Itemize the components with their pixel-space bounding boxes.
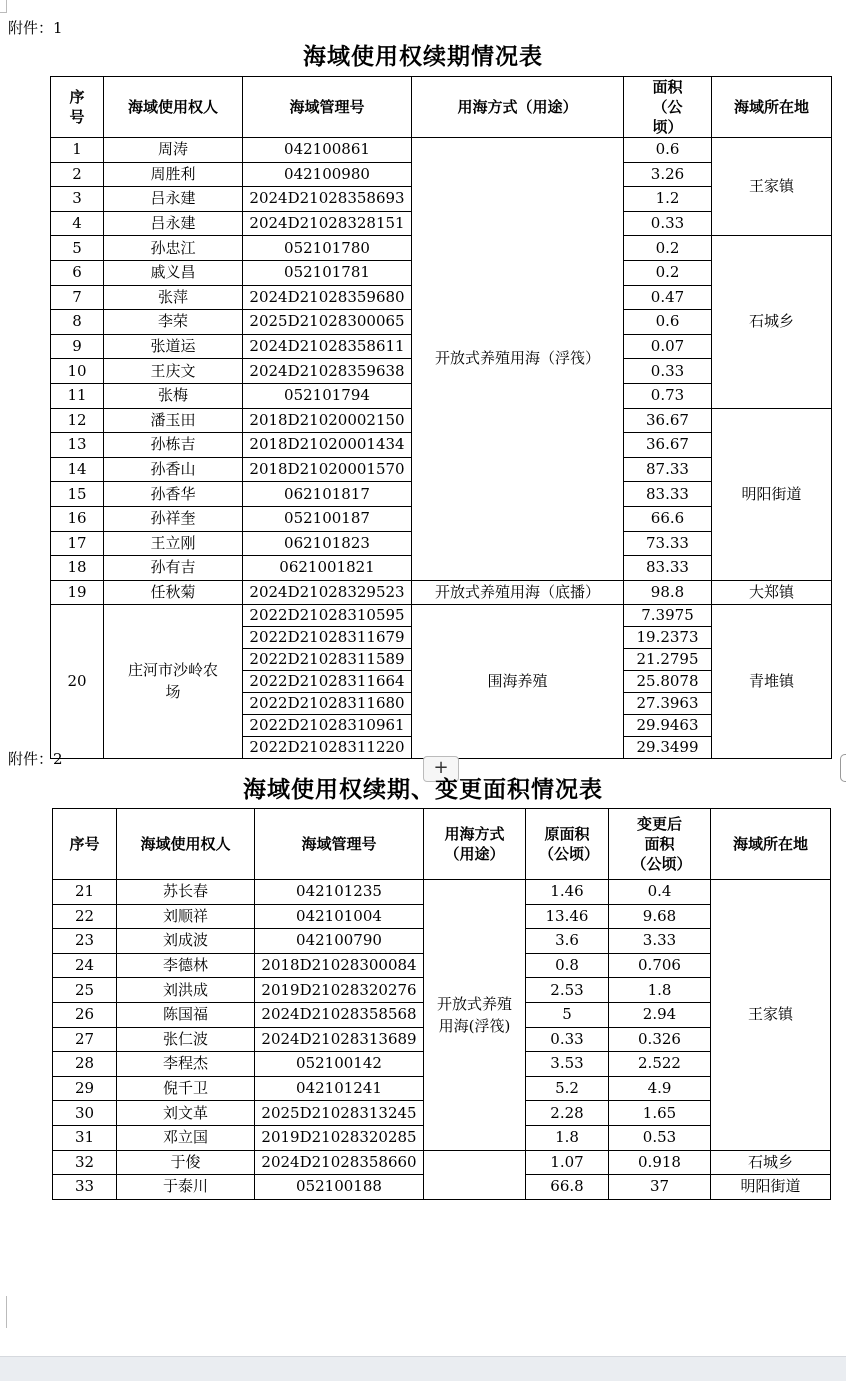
row-code: 2022D21028311680: [243, 692, 412, 714]
row-location: 石城乡: [712, 236, 832, 408]
row-serial: 13: [51, 433, 104, 458]
row-serial: 4: [51, 211, 104, 236]
table-row: [53, 1150, 831, 1175]
row-owner: 邓立国: [117, 1125, 255, 1150]
row-location: 王家镇: [712, 138, 832, 236]
row-owner: 任秋菊: [104, 580, 243, 605]
row-location: 明阳街道: [712, 408, 832, 580]
row-serial: 1: [51, 138, 104, 163]
owner-name: 庄河市沙岭农场: [127, 661, 218, 702]
row-area: 87.33: [624, 457, 712, 482]
row-area: 83.33: [624, 482, 712, 507]
row-code: 2022D21028311664: [243, 670, 412, 692]
page-corner-mark: [0, 0, 7, 13]
page-corner-mark: [0, 1296, 7, 1328]
row-owner: 孙香山: [104, 457, 243, 482]
row-serial: 11: [51, 383, 104, 408]
row-serial: 32: [53, 1150, 117, 1175]
row-code: 052101780: [243, 236, 412, 261]
row-owner: 刘成波: [117, 929, 255, 954]
row-code: 2024D21028358660: [255, 1150, 424, 1175]
header-owner: 海域使用权人: [117, 809, 255, 880]
row-code: 2024D21028359638: [243, 359, 412, 384]
row-new-area: 4.9: [609, 1076, 711, 1101]
row-serial: 33: [53, 1175, 117, 1200]
area-change-table: [52, 808, 831, 1200]
row-owner: 孙香华: [104, 482, 243, 507]
row-code: 2018D21020002150: [243, 408, 412, 433]
row-code: 2024D21028329523: [243, 580, 412, 605]
row-area: 0.07: [624, 334, 712, 359]
status-bar: [0, 1356, 846, 1381]
row-use: [424, 1150, 526, 1199]
row-serial: 10: [51, 359, 104, 384]
use-text: 开放式养殖用海(浮筏): [436, 994, 512, 1035]
row-use: [424, 880, 526, 1151]
row-new-area: 2.94: [609, 1002, 711, 1027]
row-serial: 6: [51, 260, 104, 285]
row-owner: 孙栋吉: [104, 433, 243, 458]
row-area: 1.2: [624, 187, 712, 212]
row-owner: 李程杰: [117, 1052, 255, 1077]
row-original-area: 5.2: [526, 1076, 609, 1101]
row-code: 2019D21028320285: [255, 1125, 424, 1150]
row-owner: 孙有吉: [104, 556, 243, 581]
row-serial: 9: [51, 334, 104, 359]
row-area: 0.6: [624, 138, 712, 163]
row-serial: 30: [53, 1101, 117, 1126]
row-code: 2022D21028311679: [243, 627, 412, 649]
row-owner: 孙祥奎: [104, 506, 243, 531]
row-owner: 于俊: [117, 1150, 255, 1175]
row-new-area: 2.522: [609, 1052, 711, 1077]
row-area: 66.6: [624, 506, 712, 531]
row-code: 2022D21028311589: [243, 649, 412, 671]
row-code: 042101004: [255, 904, 424, 929]
table-row: [51, 580, 832, 605]
row-code: 2019D21028320276: [255, 978, 424, 1003]
row-area: 73.33: [624, 531, 712, 556]
row-owner: 刘文革: [117, 1101, 255, 1126]
row-serial: 22: [53, 904, 117, 929]
row-original-area: 5: [526, 1002, 609, 1027]
row-code: 2024D21028313689: [255, 1027, 424, 1052]
row-serial: 14: [51, 457, 104, 482]
row-new-area: 3.33: [609, 929, 711, 954]
row-area: 0.73: [624, 383, 712, 408]
row-code: 2018D21020001570: [243, 457, 412, 482]
row-original-area: 66.8: [526, 1175, 609, 1200]
row-owner: 孙忠江: [104, 236, 243, 261]
row-code: 2022D21028310961: [243, 714, 412, 736]
row-code: 2024D21028359680: [243, 285, 412, 310]
table-row: [51, 138, 832, 163]
row-new-area: 0.706: [609, 953, 711, 978]
row-use: 围海养殖: [412, 605, 624, 758]
row-owner: 戚义昌: [104, 260, 243, 285]
header-use: 用海方式（用途）: [424, 809, 526, 880]
row-area: 0.47: [624, 285, 712, 310]
row-code: 042101241: [255, 1076, 424, 1101]
row-code: 062101817: [243, 482, 412, 507]
row-area: 0.2: [624, 236, 712, 261]
row-serial: 18: [51, 556, 104, 581]
row-original-area: 2.53: [526, 978, 609, 1003]
row-area: 36.67: [624, 433, 712, 458]
header-original-area: 原面积（公顷）: [526, 809, 609, 880]
row-serial: 15: [51, 482, 104, 507]
header-owner: 海域使用权人: [104, 77, 243, 138]
row-area: 83.33: [624, 556, 712, 581]
row-original-area: 1.07: [526, 1150, 609, 1175]
row-owner: 刘顺祥: [117, 904, 255, 929]
renewal-table: [50, 76, 832, 759]
row-owner: 王立刚: [104, 531, 243, 556]
row-area: 98.8: [624, 580, 712, 605]
row-code: 2024D21028358611: [243, 334, 412, 359]
row-serial: 17: [51, 531, 104, 556]
row-new-area: 0.918: [609, 1150, 711, 1175]
row-new-area: 0.326: [609, 1027, 711, 1052]
row-serial: 29: [53, 1076, 117, 1101]
header-serial: 序号: [53, 809, 117, 880]
row-new-area: 1.65: [609, 1101, 711, 1126]
row-serial: 7: [51, 285, 104, 310]
row-serial: 2: [51, 162, 104, 187]
row-use: 开放式养殖用海（浮筏）: [412, 138, 624, 581]
row-owner: 张萍: [104, 285, 243, 310]
row-area: 3.26: [624, 162, 712, 187]
row-original-area: 0.33: [526, 1027, 609, 1052]
row-code: 052100188: [255, 1175, 424, 1200]
attachment-1-label: 附件：1: [8, 19, 63, 37]
header-use: 用海方式（用途）: [412, 77, 624, 138]
row-serial: 27: [53, 1027, 117, 1052]
row-code: 052101794: [243, 383, 412, 408]
row-original-area: 1.8: [526, 1125, 609, 1150]
row-serial: 3: [51, 187, 104, 212]
row-code: 052100142: [255, 1052, 424, 1077]
row-code: 2025D21028313245: [255, 1101, 424, 1126]
header-new-area: 变更后面积（公顷）: [609, 809, 711, 880]
row-owner: 陈国福: [117, 1002, 255, 1027]
row-owner: 张仁波: [117, 1027, 255, 1052]
row-area: 7.3975: [624, 605, 712, 627]
row-new-area: 0.53: [609, 1125, 711, 1150]
row-owner: 张梅: [104, 383, 243, 408]
row-code: 2022D21028310595: [243, 605, 412, 627]
row-new-area: 9.68: [609, 904, 711, 929]
row-area: 0.33: [624, 211, 712, 236]
row-code: 2024D21028328151: [243, 211, 412, 236]
row-serial: 31: [53, 1125, 117, 1150]
row-owner: 于泰川: [117, 1175, 255, 1200]
row-area: 29.3499: [624, 736, 712, 758]
add-row-button[interactable]: +: [423, 756, 459, 782]
row-serial: 26: [53, 1002, 117, 1027]
row-code: 052101781: [243, 260, 412, 285]
table-2-title: 海域使用权续期、变更面积情况表: [243, 776, 603, 803]
header-code: 海域管理号: [243, 77, 412, 138]
row-original-area: 3.6: [526, 929, 609, 954]
row-code: 042101235: [255, 880, 424, 905]
row-serial: 5: [51, 236, 104, 261]
row-owner: 周胜利: [104, 162, 243, 187]
header-serial: 序号: [51, 77, 104, 138]
header-location: 海域所在地: [711, 809, 831, 880]
row-serial: 25: [53, 978, 117, 1003]
row-owner: 王庆文: [104, 359, 243, 384]
row-original-area: 2.28: [526, 1101, 609, 1126]
row-serial: 19: [51, 580, 104, 605]
table-row: [51, 605, 832, 627]
row-original-area: 1.46: [526, 880, 609, 905]
header-location: 海域所在地: [712, 77, 832, 138]
row-serial: 28: [53, 1052, 117, 1077]
row-owner: 倪千卫: [117, 1076, 255, 1101]
row-code: 2018D21028300084: [255, 953, 424, 978]
row-code: 2022D21028311220: [243, 736, 412, 758]
row-original-area: 13.46: [526, 904, 609, 929]
row-area: 0.2: [624, 260, 712, 285]
row-area: 27.3963: [624, 692, 712, 714]
row-code: 042100790: [255, 929, 424, 954]
row-serial: 21: [53, 880, 117, 905]
row-area: 21.2795: [624, 649, 712, 671]
row-location: 王家镇: [711, 880, 831, 1151]
header-area: 面积（公顷）: [624, 77, 712, 138]
row-code: 2025D21028300065: [243, 310, 412, 335]
row-serial: 8: [51, 310, 104, 335]
row-location: 大郑镇: [712, 580, 832, 605]
row-original-area: 3.53: [526, 1052, 609, 1077]
row-serial: 12: [51, 408, 104, 433]
row-original-area: 0.8: [526, 953, 609, 978]
row-code: 052100187: [243, 506, 412, 531]
row-serial: 24: [53, 953, 117, 978]
header-code: 海域管理号: [255, 809, 424, 880]
row-owner: 张道运: [104, 334, 243, 359]
row-serial: 16: [51, 506, 104, 531]
row-owner: [104, 605, 243, 758]
row-code: 2024D21028358568: [255, 1002, 424, 1027]
row-owner: 李荣: [104, 310, 243, 335]
row-owner: 李德林: [117, 953, 255, 978]
row-serial: 23: [53, 929, 117, 954]
row-new-area: 0.4: [609, 880, 711, 905]
row-code: 042100980: [243, 162, 412, 187]
attachment-2-label: 附件：2: [8, 750, 63, 768]
row-owner: 周涛: [104, 138, 243, 163]
row-location: 青堆镇: [712, 605, 832, 758]
row-new-area: 37: [609, 1175, 711, 1200]
table-1-title: 海域使用权续期情况表: [303, 43, 543, 70]
row-area: 0.6: [624, 310, 712, 335]
table-row: [53, 880, 831, 905]
row-code: 2018D21020001434: [243, 433, 412, 458]
row-serial: 20: [51, 605, 104, 758]
row-owner: 刘洪成: [117, 978, 255, 1003]
row-area: 0.33: [624, 359, 712, 384]
row-area: 19.2373: [624, 627, 712, 649]
row-new-area: 1.8: [609, 978, 711, 1003]
row-code: 0621001821: [243, 556, 412, 581]
row-area: 25.8078: [624, 670, 712, 692]
row-area: 36.67: [624, 408, 712, 433]
row-area: 29.9463: [624, 714, 712, 736]
row-location: 石城乡: [711, 1150, 831, 1175]
row-code: 062101823: [243, 531, 412, 556]
row-owner: 潘玉田: [104, 408, 243, 433]
row-owner: 苏长春: [117, 880, 255, 905]
row-owner: 吕永建: [104, 211, 243, 236]
row-use: 开放式养殖用海（底播）: [412, 580, 624, 605]
row-location: 明阳街道: [711, 1175, 831, 1200]
row-code: 042100861: [243, 138, 412, 163]
row-code: 2024D21028358693: [243, 187, 412, 212]
row-owner: 吕永建: [104, 187, 243, 212]
